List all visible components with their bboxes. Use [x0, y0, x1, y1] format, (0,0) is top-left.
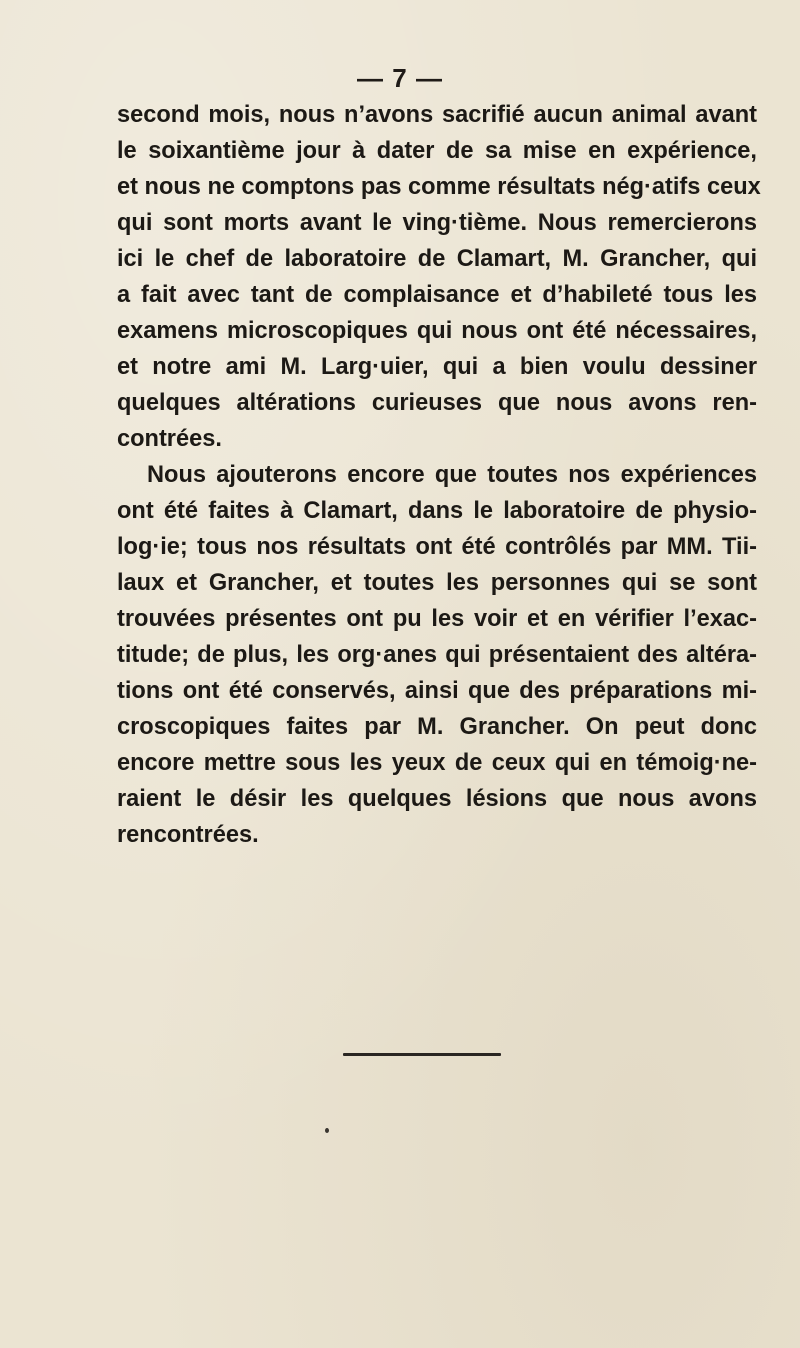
text-line: examens microscopiques qui nous ont été nécessaires,	[117, 318, 757, 344]
text-line: raient le désir les quelques lésions que nous avons	[117, 786, 757, 812]
text-line: contrées.	[117, 426, 222, 452]
text-line: trouvées présentes ont pu les voir et en vérifier l’exac-	[117, 606, 757, 632]
text-line: laux et Grancher, et toutes les personnes qui se sont	[117, 570, 757, 596]
text-line: le soixantième jour à dater de sa mise en expérience,	[117, 138, 757, 164]
ink-speck	[325, 1128, 329, 1133]
text-line: second mois, nous n’avons sacrifié aucun animal avant	[117, 102, 757, 128]
text-line: qui sont morts avant le ving·tième. Nous remercierons	[117, 210, 757, 236]
text-line: ici le chef de laboratoire de Clamart, M. Grancher, qui	[117, 246, 757, 272]
text-line: titude; de plus, les org·anes qui présentaient des altéra-	[117, 642, 757, 668]
text-line: a fait avec tant de complaisance et d’habileté tous les	[117, 282, 757, 308]
text-line: encore mettre sous les yeux de ceux qui en témoig·ne-	[117, 750, 757, 776]
page-number: — 7 —	[357, 63, 443, 93]
text-line: quelques altérations curieuses que nous avons ren-	[117, 390, 757, 416]
paragraph-start-line: Nous ajouterons encore que toutes nos expériences	[147, 462, 757, 488]
text-line: ont été faites à Clamart, dans le laboratoire de physio-	[117, 498, 757, 524]
section-end-rule	[343, 1053, 501, 1056]
text-line: et nous ne comptons pas comme résultats nég·atifs ceux	[117, 174, 761, 200]
body-text	[117, 97, 761, 853]
text-line: et notre ami M. Larg·uier, qui a bien voulu dessiner	[117, 354, 757, 380]
text-line: tions ont été conservés, ainsi que des préparations mi-	[117, 678, 757, 704]
text-line: croscopiques faites par M. Grancher. On peut donc	[117, 714, 757, 740]
text-line: rencontrées.	[117, 822, 259, 848]
text-line: log·ie; tous nos résultats ont été contrôlés par MM. Tii-	[117, 534, 757, 560]
